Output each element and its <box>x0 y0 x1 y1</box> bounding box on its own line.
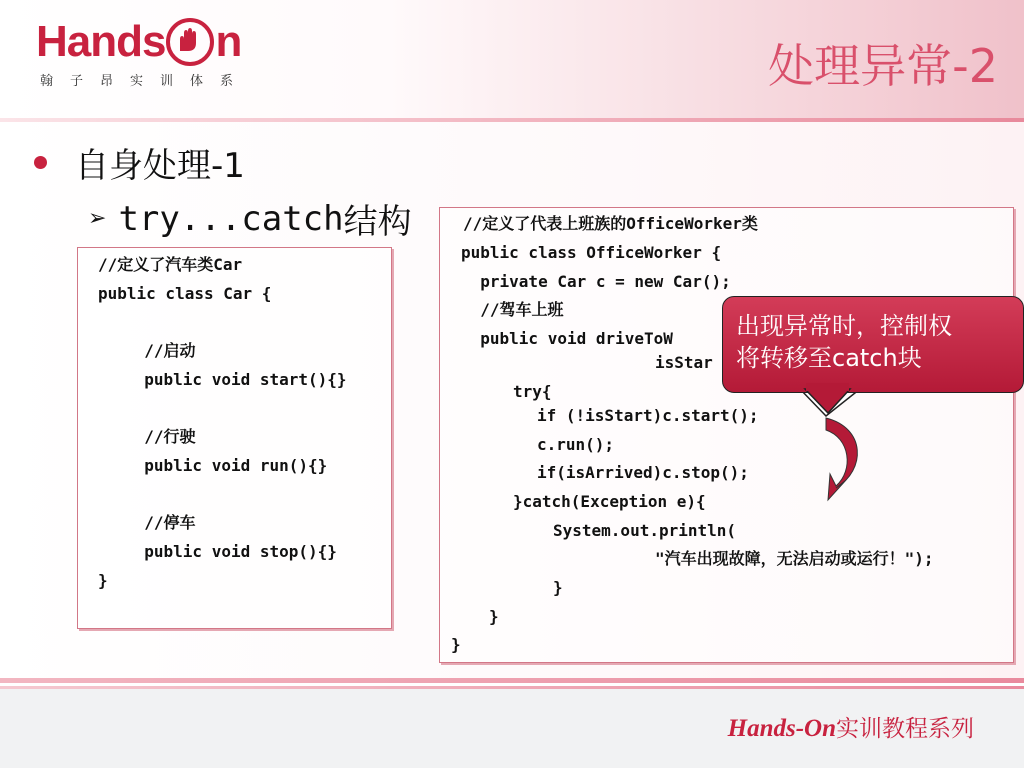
car-code-line: //定义了汽车类Car <box>98 255 243 274</box>
worker-code-line: } <box>553 578 563 597</box>
worker-code-line: }catch(Exception e){ <box>513 492 706 511</box>
footer-divider-top <box>0 678 1024 683</box>
footer-series-text: 实训教程系列 <box>836 716 974 742</box>
callout-line-1: 出现异常时，控制权 <box>736 312 952 340</box>
worker-code-line: c.run(); <box>537 435 615 454</box>
callout-tail-shape <box>805 389 850 413</box>
worker-code-line: //驾车上班 <box>461 300 564 319</box>
bullet-level1-text: 自身处理-1 <box>75 146 245 186</box>
worker-code-line: System.out.println( <box>553 521 737 540</box>
worker-code-line: try{ <box>513 382 552 401</box>
worker-code-line: if(isArrived)c.stop(); <box>537 463 749 482</box>
bullet-level2-text: 结构 <box>343 202 412 242</box>
logo-subtitle: 翰子昂实训体系 <box>40 74 251 89</box>
slide-title: 处理异常-2 <box>768 39 998 93</box>
worker-code-line: private Car c = new Car(); <box>461 272 731 291</box>
footer-brand: Hands-On <box>727 715 836 742</box>
worker-code-line: "汽车出现故障，无法启动或运行！"); <box>655 549 934 568</box>
logo-brand-pre: Hands <box>36 17 166 66</box>
worker-code-line: if (!isStart)c.start(); <box>537 406 759 425</box>
car-code-line: //行驶 <box>125 427 196 446</box>
car-code-line: public void start(){} <box>125 370 347 389</box>
car-code-line: public void stop(){} <box>125 542 337 561</box>
car-code-line: public class Car { <box>98 284 272 303</box>
car-code-line: public void run(){} <box>125 456 328 475</box>
worker-code-line: } <box>451 635 461 654</box>
callout-text <box>736 310 952 374</box>
callout-line-2: 将转移至catch块 <box>736 344 922 372</box>
car-code-line: } <box>98 571 108 590</box>
arrow-bullet-icon: ➢ <box>88 206 107 231</box>
callout-tail-join <box>806 383 849 391</box>
car-code-line: //启动 <box>125 341 196 360</box>
worker-code-line: isStar <box>655 353 713 372</box>
footer-caption <box>728 710 974 743</box>
worker-code-line: public class OfficeWorker { <box>461 243 722 262</box>
logo-brand-post: n <box>215 17 242 66</box>
bullet-level2-code: try...catch <box>118 198 344 239</box>
worker-code-line: public void driveToW <box>461 329 673 348</box>
worker-code-line: } <box>489 607 499 626</box>
worker-code-line: //定义了代表上班族的OfficeWorker类 <box>463 214 758 233</box>
car-code-line: //停车 <box>125 513 196 532</box>
